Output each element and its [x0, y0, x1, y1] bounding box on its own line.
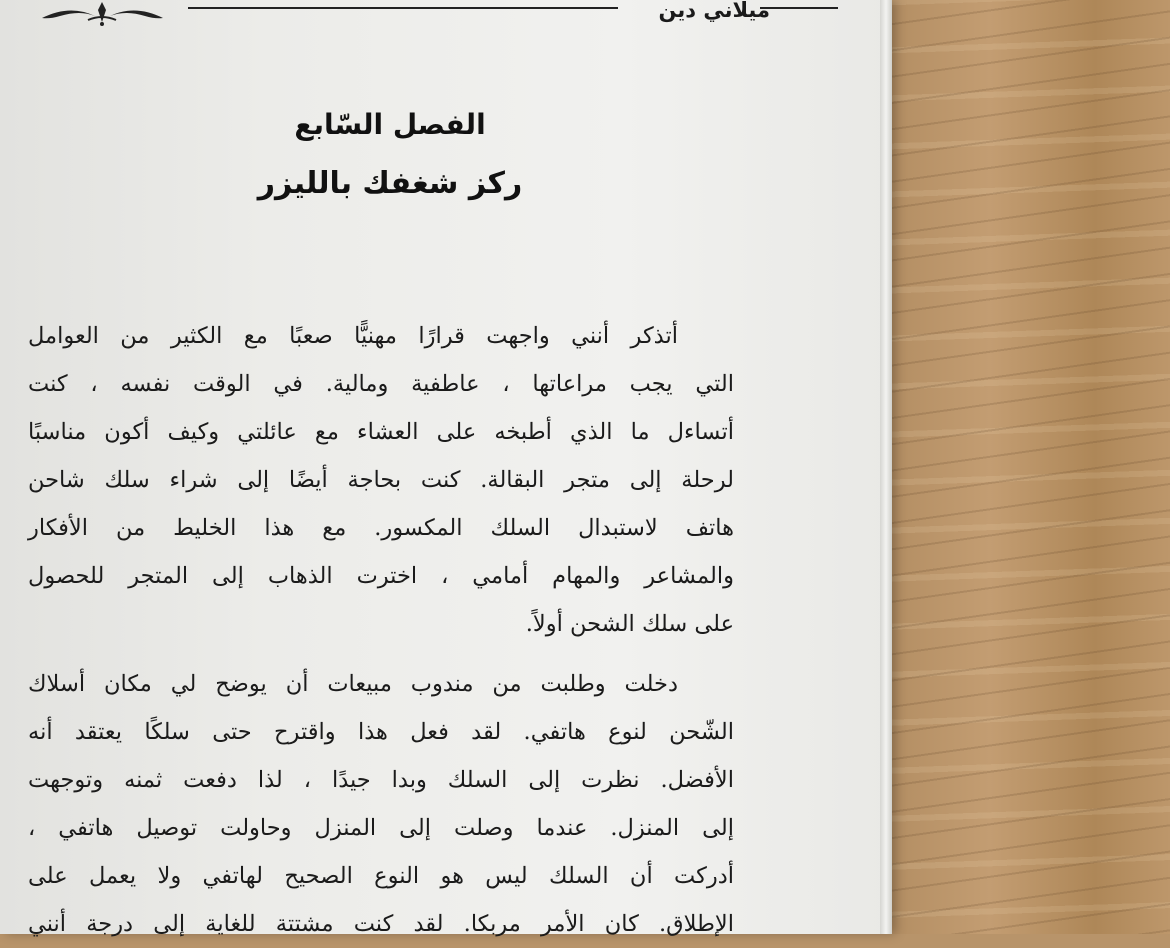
paragraph-2 [28, 660, 734, 948]
chapter-number: الفصل السّابع [294, 108, 486, 141]
chapter-title: ركز شغفك بالليزر [257, 166, 523, 201]
text-line: على سلك الشحن أولاً. [525, 611, 734, 637]
text-line: أدركت أن السلك ليس هو النوع الصحيح لهاتفي ولا يعمل على [28, 863, 734, 889]
header-rule-left [188, 7, 618, 9]
text-line: الإطلاق. كان الأمر مربكا. لقد كنت مشتتة للغاية إلى درجة أنني [28, 911, 734, 937]
header-ornament-icon [40, 0, 165, 26]
running-head: ميلاني دين [658, 0, 770, 22]
text-line: دخلت وطلبت من مندوب مبيعات أن يوضح لي مكان أسلاك [28, 671, 678, 697]
wooden-table-background [870, 0, 1170, 934]
text-line: الأفضل. نظرت إلى السلك وبدا جيدًا ، لذا دفعت ثمنه وتوجهت [28, 767, 734, 793]
text-line: الشّحن لنوع هاتفي. لقد فعل هذا واقترح حتى سلكًا يعتقد أنه [28, 719, 734, 745]
text-line: التي يجب مراعاتها ، عاطفية ومالية. في الوقت نفسه ، كنت [28, 371, 734, 397]
paragraph-1 [28, 312, 734, 648]
text-line: إلى المنزل. عندما وصلت إلى المنزل وحاولت توصيل هاتفي ، [28, 815, 734, 841]
text-line: لرحلة إلى متجر البقالة. كنت بحاجة أيضًا إلى شراء سلك شاحن [28, 467, 734, 493]
header-rule-right [760, 7, 838, 9]
text-line: أتساءل ما الذي أطبخه على العشاء مع عائلتي وكيف أكون مناسبًا [28, 419, 734, 445]
text-line: أتذكر أنني واجهت قرارًا مهنيًّا صعبًا مع الكثير من العوامل [28, 323, 678, 349]
text-line: والمشاعر والمهام أمامي ، اخترت الذهاب إلى المتجر للحصول [28, 563, 734, 589]
page-edge [880, 0, 892, 934]
text-line: هاتف لاستبدال السلك المكسور. مع هذا الخليط من الأفكار [28, 515, 734, 541]
